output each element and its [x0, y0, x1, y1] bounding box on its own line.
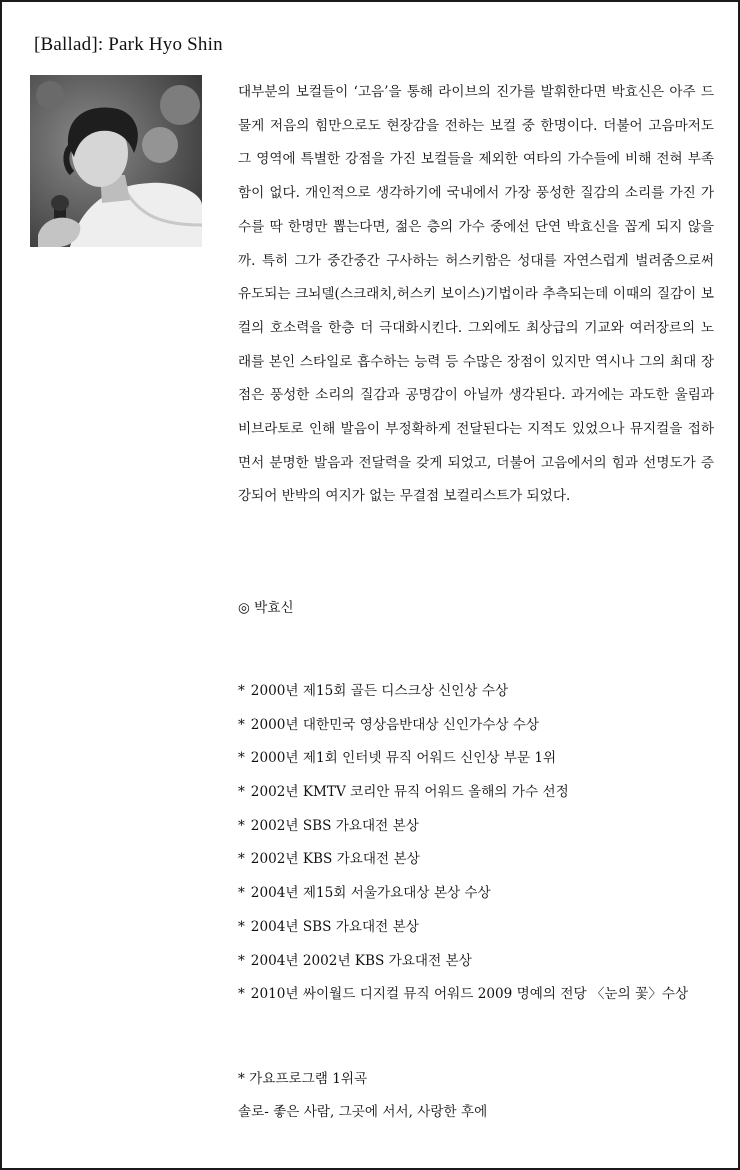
list-item: [238, 916, 688, 950]
bullet: *: [238, 885, 245, 902]
award-text: 2002년 SBS 가요대전 본상: [250, 817, 419, 834]
bullet: *: [238, 918, 245, 935]
award-text: 2004년 SBS 가요대전 본상: [250, 918, 419, 935]
award-text: 2000년 제1회 인터넷 뮤직 어워드 신인상 부문 1위: [250, 750, 557, 767]
list-item: [238, 848, 688, 882]
body-text: 대부분의 보컬들이 ‘고음’을 통해 라이브의 진가를 발휘한다면 박효신은 아주 드물게 저음의 힘만으로도 현장감을 전하는 보컬 중 한명이다. 더불어 고음마저도 그 영역에 특별한 강점을 가진 보컬들을 제외한 여타의 가수들에 비해 전혀 부족함이 없다. 개인적으로 생각하기에 국내에서 가장 풍성한 질감의 소리를 가진 가수를 딱 한명만 뽑는다면, 젊은 층의 가수 중에선 단연 박효신을 꼽게 되지 않을까. 특히 그가 중간중간 구사하는 허스키함은 성대를 자연스럽게 벌려줌으로써 유도되는 크뇌델(스크래치,허스키 보이스)기법이라 추측되는데 이때의 질감이 보컬의 호소력을 한층 더 극대화시킨다. 그외에도 최상급의 기교와 여러장르의 노래를 본인 스타일로 흡수하는 능력 등 수많은 장점이 있지만 역시나 그의 최대 장점은 풍성한 소리의 질감과 공명감이 아닐까 생각된다. 과거에는 과도한 울림과 비브라토로 인해 발음이 부정확하게 전달된다는 지적도 있었으나 뮤지컬을 접하면서 분명한 발음과 전달력을 갖게 되었고, 더불어 고음에서의 힘과 선명도가 증강되어 반박의 여지가 없는 무결점 보컬리스트가 되었다.: [238, 84, 714, 505]
list-item: [238, 983, 688, 1017]
bullet: *: [238, 986, 245, 1003]
bullet: *: [238, 952, 245, 969]
list-item: [238, 714, 688, 748]
award-text: 2010년 싸이월드 디지컬 뮤직 어워드 2009 명예의 전당 〈눈의 꽃〉수상: [250, 986, 689, 1003]
list-item: [238, 680, 688, 714]
bullet: *: [238, 683, 245, 699]
bullet: *: [238, 784, 245, 801]
bullet: *: [238, 750, 245, 767]
hits-songs: 솔로- 좋은 사람, 그곳에 서서, 사랑한 후에: [238, 1104, 488, 1120]
list-item: [238, 781, 688, 815]
list-item: [238, 747, 688, 781]
list-item: [238, 882, 688, 916]
bullet: *: [238, 817, 245, 834]
award-text: 2000년 대한민국 영상음반대상 신인가수상 수상: [250, 716, 540, 733]
award-text: 2000년 제15회 골든 디스크상 신인상 수상: [250, 683, 509, 699]
awards-list: [238, 680, 688, 1017]
bullet: *: [238, 851, 245, 868]
credit-line: ◎ 박효신: [238, 600, 294, 616]
award-text: 2002년 KBS 가요대전 본상: [250, 851, 420, 868]
award-text: 2002년 KMTV 코리안 뮤직 어워드 올해의 가수 선정: [250, 784, 569, 801]
bullet: *: [238, 716, 245, 733]
singer-photo: [30, 75, 202, 247]
award-text: 2004년 2002년 KBS 가요대전 본상: [250, 952, 472, 969]
list-item: [238, 950, 688, 984]
award-text: 2004년 제15회 서울가요대상 본상 수상: [250, 885, 491, 902]
page-title: [Ballad]: Park Hyo Shin: [34, 34, 223, 55]
list-item: [238, 815, 688, 849]
hits-title: * 가요프로그램 1위곡: [238, 1071, 368, 1087]
